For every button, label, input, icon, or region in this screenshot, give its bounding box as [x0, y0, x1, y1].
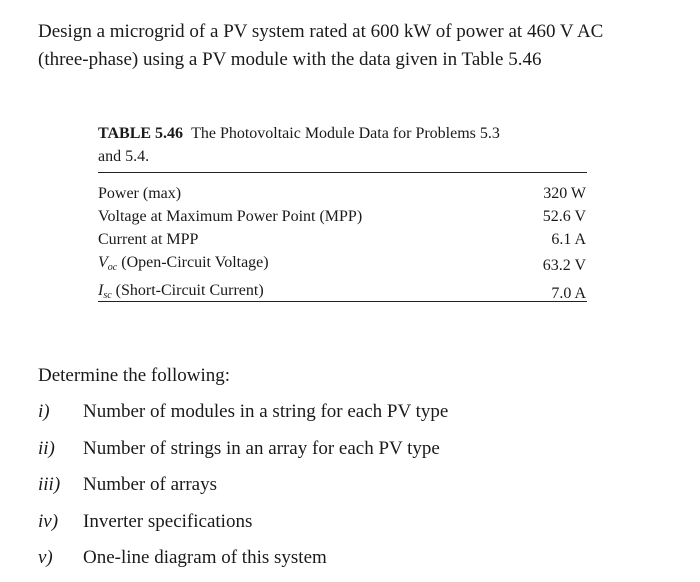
row-value: 6.1 A — [551, 231, 586, 248]
item-text: Number of strings in an array for each PV type — [83, 437, 440, 459]
table-top-rule — [98, 172, 587, 173]
table-row — [98, 228, 587, 251]
row-label — [98, 279, 517, 307]
table-caption-text-2: and 5.4. — [98, 148, 150, 165]
table-caption-label: TABLE 5.46 — [98, 125, 184, 142]
row-label: Power (max) — [98, 185, 182, 202]
row-label: Voltage at Maximum Power Point (MPP) — [98, 208, 363, 225]
table-bottom-rule — [98, 301, 587, 302]
table-row — [98, 251, 587, 279]
voc-symbol: V — [98, 254, 108, 271]
item-text: One-line diagram of this system — [83, 547, 327, 568]
item-text: Inverter specifications — [83, 510, 253, 532]
item-text: Number of modules in a string for each PV type — [83, 401, 449, 422]
row-label: Current at MPP — [98, 231, 199, 248]
table-row — [98, 205, 587, 228]
isc-symbol: I — [98, 282, 104, 299]
module-data-table — [98, 182, 587, 307]
row-label — [98, 251, 517, 279]
item-number: iii) — [38, 474, 61, 495]
row-value: 52.6 V — [542, 208, 586, 225]
row-value: 320 W — [543, 185, 586, 202]
item-number: v) — [38, 547, 53, 568]
item-number: ii) — [38, 437, 55, 459]
voc-subscript: oc — [107, 262, 118, 273]
problem-statement-line-1: Design a microgrid of a PV system rated at 600 kW of power at 460 V AC — [38, 21, 604, 42]
table-caption-text-1: The Photovoltaic Module Data for Problems 5.3 — [191, 125, 500, 142]
item-text: Number of arrays — [83, 474, 218, 495]
determine-heading: Determine the following: — [38, 365, 231, 386]
isc-description: (Short-Circuit Current) — [111, 282, 264, 299]
voc-description: (Open-Circuit Voltage) — [117, 254, 269, 271]
row-value: 63.2 V — [542, 256, 586, 274]
item-number: i) — [38, 401, 50, 422]
isc-subscript: sc — [103, 290, 112, 301]
problem-statement — [38, 18, 700, 74]
problem-statement-line-2: (three-phase) using a PV module with the data given in Table 5.46 — [38, 49, 542, 70]
row-value: 7.0 A — [551, 284, 586, 302]
table-caption — [98, 122, 598, 168]
table-row — [98, 279, 587, 307]
item-number: iv) — [38, 510, 59, 532]
table-row — [98, 182, 587, 205]
